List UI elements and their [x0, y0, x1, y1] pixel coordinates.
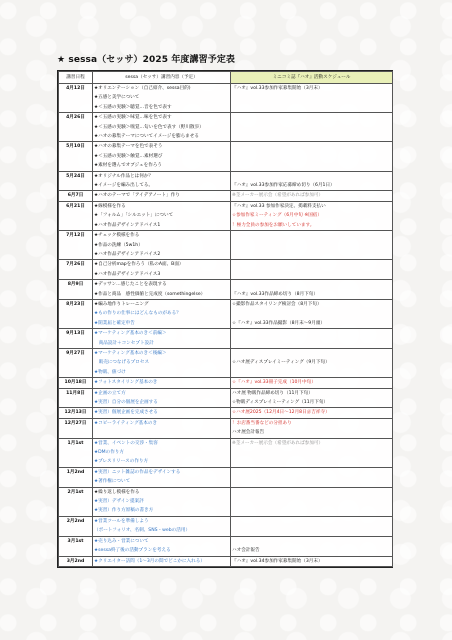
schedule-line: ハオ展会計報告 [232, 430, 265, 436]
table-row [59, 418, 393, 438]
content-line: ★クリエイター訪問（1〜3月の間でどこかに入れる） [94, 558, 205, 564]
row-schedule-note [231, 113, 393, 142]
row-date: 9月27日 [59, 348, 93, 377]
content-line: ★チェック模様を作る [94, 233, 140, 239]
content-line: ★開業届と確定申告 [94, 320, 135, 326]
table-row [59, 299, 393, 328]
content-line: ★著作権について [94, 479, 131, 485]
content-line: ★売り込み・営業について [94, 538, 149, 544]
row-content [93, 201, 231, 230]
table-header-row [59, 72, 393, 84]
table-row [59, 536, 393, 556]
schedule-line: 『ハオ』vol.33作品締め切り（8月下旬） [232, 291, 318, 297]
page-title: ★ sessa（セッサ）2025 年度講習予定表 [57, 55, 236, 65]
row-schedule-note [231, 84, 393, 113]
content-line: ★マーケティング基本のき＜後編＞ [94, 350, 167, 356]
content-line: ★作品と商品 感性価値と完成度（somethingelse） [94, 291, 206, 297]
table-row [59, 348, 393, 377]
schedule-line: ☆『ハオ』vol.33冊子完成（10月中旬） [232, 380, 316, 386]
content-line: ★＜五感の実験＞嗅覚…匂いを色で表す（野川散歩） [94, 124, 204, 130]
schedule-table [57, 70, 393, 568]
content-line: ★実習）デザイン提案評 [94, 499, 144, 505]
row-schedule-note [231, 467, 393, 487]
row-schedule-note [231, 556, 393, 566]
content-line: ★ハオのテーマで「アイデアノート」作り [94, 193, 180, 199]
content-line: ★作品の洗練（5w1h） [94, 242, 143, 248]
schedule-line: ！お店番当番などの分担あり [232, 420, 292, 426]
content-line: ★物販、値づけ [94, 369, 126, 375]
row-schedule-note [231, 231, 393, 260]
row-date: 6月21日 [59, 201, 93, 230]
row-date: 6月7日 [59, 191, 93, 201]
schedule-line: ハオ展 物販作品締め切り（11月下旬） [232, 390, 313, 396]
row-date: 4月26日 [59, 113, 93, 142]
content-line: ★デッサン…感じたことを表現する [94, 282, 167, 288]
content-line: ★企画の立て方 [94, 390, 126, 396]
row-schedule-note [231, 388, 393, 408]
content-line: ★実習）自分の個展を企画する [94, 400, 158, 405]
row-schedule-note [231, 260, 393, 280]
row-content [93, 329, 231, 349]
row-date: 11月8日 [59, 388, 93, 408]
table-row [59, 171, 393, 191]
table-row [59, 438, 393, 467]
row-date: 12月27日 [59, 418, 93, 438]
table-row [59, 556, 393, 566]
row-date: 2月2nd [59, 516, 93, 536]
row-schedule-note [231, 280, 393, 300]
table-body [59, 84, 393, 567]
row-content [93, 142, 231, 171]
row-date: 4月12日 [59, 84, 93, 113]
row-content [93, 171, 231, 191]
row-content [93, 84, 231, 113]
row-date: 7月26日 [59, 260, 93, 280]
table-row [59, 231, 393, 260]
row-content [93, 467, 231, 487]
content-line: 販売につなげるプロセス [94, 360, 150, 366]
table-row [59, 260, 393, 280]
row-date: 7月12日 [59, 231, 93, 260]
row-content [93, 378, 231, 388]
row-content [93, 280, 231, 300]
content-line: ★オリジナル作品とは何か？ [94, 173, 154, 179]
row-schedule-note [231, 142, 393, 171]
row-content [93, 388, 231, 408]
schedule-line: ☆ハオ展2025（12月4日〜12月8日＠吉祥寺） [232, 410, 330, 416]
row-content [93, 231, 231, 260]
row-content [93, 348, 231, 377]
content-line: 商品設計＋コンセプト設計 [94, 340, 154, 346]
content-line: ★ハオの募集テーマについてイメージを膨らませる [94, 134, 199, 140]
row-content [93, 556, 231, 566]
content-line: ★ハオ作品デザインアドバイス3 [94, 271, 161, 277]
row-date: 8月9日 [59, 280, 93, 300]
table-row [59, 84, 393, 113]
row-date: 10月18日 [59, 378, 93, 388]
row-content [93, 191, 231, 201]
header-schedule: ミニコミ誌『ハオ』活動スケジュール [231, 72, 393, 84]
schedule-line: ※茎メーカー展示会（希望があれば参加可） [232, 193, 324, 199]
table-row [59, 191, 393, 201]
row-content [93, 299, 231, 328]
row-schedule-note [231, 418, 393, 438]
content-line: ★編み地作りトレーニング [94, 301, 149, 307]
row-date: 5月10日 [59, 142, 93, 171]
content-line: ★マーケティング基本のき＜前編＞ [94, 331, 167, 337]
content-line: ★自己分析mapを作ろう（私のA面、B面） [94, 262, 184, 268]
content-line: ★ハオの募集テーマを色で表そう [94, 144, 163, 150]
content-line: ★もの作りの仕事にはどんなものがある？ [94, 311, 181, 317]
content-line: （ポートフォリオ、名刺、SNS・webの活用） [94, 528, 191, 534]
content-line: ★実習）個展企画を完成させる [94, 410, 158, 416]
schedule-line [232, 172, 391, 181]
schedule-line: ハオ会計報告 [232, 548, 260, 554]
row-schedule-note [231, 201, 393, 230]
row-date: 3月1st [59, 536, 93, 556]
row-schedule-note [231, 191, 393, 201]
table-row [59, 201, 393, 230]
row-schedule-note [231, 329, 393, 349]
row-content [93, 487, 231, 516]
row-date: 1月1st [59, 438, 93, 467]
row-content [93, 438, 231, 467]
schedule-line: 『ハオ』vol.34参加作家募集開始（3月末） [232, 558, 323, 564]
schedule-line [232, 309, 391, 318]
row-content [93, 516, 231, 536]
table-row [59, 280, 393, 300]
row-schedule-note [231, 171, 393, 191]
schedule-line: 『ハオ』vol.33参加作家応募締め切り（6月1日） [232, 183, 335, 189]
row-date: 5月24日 [59, 171, 93, 191]
content-line: ★繰り返し模様を作る [94, 489, 140, 495]
row-schedule-note [231, 378, 393, 388]
table-row [59, 487, 393, 516]
content-line: ★ハオ作品デザインアドバイス2 [94, 251, 161, 257]
schedule-line: 『ハオ』vol.33参加作家募集開始（3月末） [232, 86, 323, 91]
content-line: ★コピーライティング基本のき [94, 420, 158, 426]
row-schedule-note [231, 536, 393, 556]
header-date: 講習日程 [59, 72, 93, 84]
schedule-line [232, 280, 391, 289]
content-line: ★＜五感の実験＞聴覚…音を色で表す [94, 104, 172, 110]
row-schedule-note [231, 516, 393, 536]
row-schedule-note [231, 299, 393, 328]
schedule-line: ☆参加作家ミーティング（6月中旬 ※国宿） [232, 213, 322, 219]
content-line: ★「フォルム」「シルエット」について [94, 213, 174, 219]
schedule-line: ☆『ハオ』vol.33作品撮影（8月末〜9月頭） [232, 320, 325, 326]
row-schedule-note [231, 408, 393, 418]
content-line: ★sessa終了後の活動プランを考える [94, 548, 171, 554]
table-row [59, 378, 393, 388]
content-line: ★素材を選んでオブジェを作ろう [94, 163, 163, 169]
content-line: ★営業ツールを準備しよう [94, 518, 149, 524]
schedule-line: 『ハオ』vol.33 参加作家決定、掲載料支払い [232, 203, 326, 209]
content-line: ★DMの作り方 [94, 450, 124, 456]
row-content [93, 408, 231, 418]
table-row [59, 408, 393, 418]
table-row [59, 113, 393, 142]
row-content [93, 536, 231, 556]
content-line: ★＜五感の実験＞触覚…素材選び [94, 153, 163, 159]
content-line: ★フォトスタイリング基本のき [94, 380, 158, 386]
schedule-line: ！極力全員の参加をお願いしています。 [232, 222, 315, 228]
table-row [59, 467, 393, 487]
row-schedule-note [231, 348, 393, 377]
table-row [59, 142, 393, 171]
row-content [93, 113, 231, 142]
content-line: ★五感と美学について [94, 95, 140, 101]
schedule-line: ※茎メーカー展示会（希望があれば参加可） [232, 440, 324, 446]
row-date: 1月2nd [59, 467, 93, 487]
table-row [59, 329, 393, 349]
content-line: ★線模様を作る [94, 203, 126, 209]
content-line: ★オリエンテーション（自己紹介、sessa目的) [94, 86, 191, 91]
schedule-line: ☆ハオ展ディスプレイミーティング（9月下旬） [232, 360, 330, 366]
schedule-line: ☆物販ディスプレイミーティング（11月下旬） [232, 400, 329, 405]
content-line: ★プレスリリースの作り方 [94, 459, 149, 465]
row-date: 8月23日 [59, 299, 93, 328]
row-date: 12月13日 [59, 408, 93, 418]
row-content [93, 418, 231, 438]
row-schedule-note [231, 438, 393, 467]
schedule-line: ☆撮影作品スタイリング検討会（8月下旬） [232, 301, 322, 307]
table-row [59, 388, 393, 408]
schedule-line [232, 349, 391, 358]
header-content: sessa（セッサ）講習内容（予定） [93, 72, 231, 84]
row-date: 2月1st [59, 487, 93, 516]
schedule-line [232, 537, 391, 546]
content-line: ★＜五感の実験＞味覚…味を色で表す [94, 115, 172, 121]
content-line: ★実習）ニット雑誌の作品をデザインする [94, 469, 181, 475]
content-line: ★営業、イベントの交渉・集客 [94, 440, 158, 446]
content-line: ★実習）作り方原稿の書き方 [94, 508, 154, 514]
table-row [59, 516, 393, 536]
content-line: ★イメージを編み出してる。 [94, 183, 154, 189]
row-content [93, 260, 231, 280]
row-date: 9月13日 [59, 329, 93, 349]
content-line: ★ハオ作品デザインアドバイス1 [94, 222, 161, 228]
row-schedule-note [231, 487, 393, 516]
row-date: 3月2nd [59, 556, 93, 566]
